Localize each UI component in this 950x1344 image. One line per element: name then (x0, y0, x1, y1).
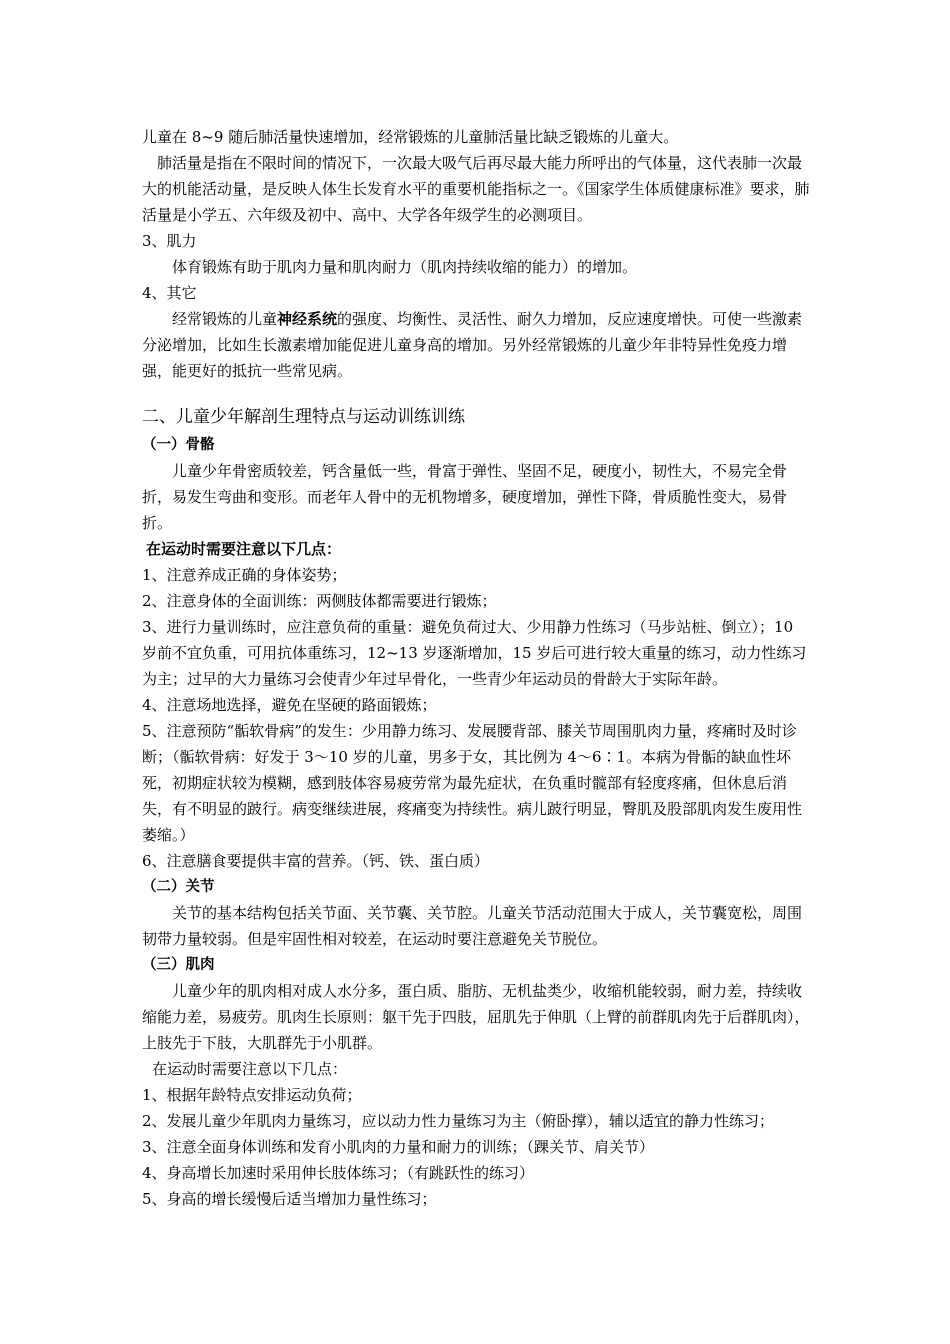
paragraph-lung-capacity: 肺活量是指在不限时间的情况下，一次最大吸气后再尽最大能力所呼出的气体量，这代表肺一次最大的机能活动量，是反映人体生长发育水平的重要机能指标之一。《国家学生体质健康标准》要求，肺活量是小学五、六年级及初中、高中、大学各年级学生的必测项目。 (142, 154, 810, 224)
document-body (142, 124, 810, 1212)
paragraph-other (142, 306, 810, 384)
paragraph-lung-growth: 儿童在 8~9 随后肺活量快速增加，经常锻炼的儿童肺活量比缺乏锻炼的儿童大。 (142, 128, 679, 146)
list-item: 1、根据年龄特点安排运动负荷； (142, 1086, 362, 1104)
section-title: 二、儿童少年解剖生理特点与运动训练训练 (142, 407, 465, 427)
list-item: 4、注意场地选择，避免在坚硬的路面锻炼； (142, 696, 437, 714)
list-item: 5、身高的增长缓慢后适当增加力量性练习； (142, 1190, 437, 1208)
paragraph-bone: 儿童少年骨密质较差，钙含量低一些，骨富于弹性、坚固不足，硬度小，韧性大，不易完全骨折，易发生弯曲和变形。而老年人骨中的无机物增多，硬度增加，弹性下降，骨质脆性变大，易骨折。 (142, 462, 788, 532)
bone-note-title: 在运动时需要注意以下几点： (146, 540, 342, 558)
list-item: 5、注意预防“骺软骨病”的发生：少用静力练习、发展腰背部、膝关节周围肌肉力量，疼痛时及时诊断；（骺软骨病：好发于 3～10 岁的儿童，男多于女，其比例为 4～6∶1。本病为骨骺的缺血性坏死，初期症状较为模糊，感到肢体容易疲劳常为最先症状，在负重时髋部有轻度疼痛，但休息后消失，有不明显的跛行。病变继续进展，疼痛变为持续性。病儿跛行明显，臀肌及股部肌肉发生废用性萎缩。） (142, 722, 803, 844)
text-segment: 经常锻炼的儿童 (172, 310, 278, 328)
list-item: 3、注意全面身体训练和发育小肌肉的力量和耐力的训练；（踝关节、肩关节） (142, 1138, 655, 1156)
subsection-title-joint: （二）关节 (142, 879, 215, 895)
muscle-note-title: 在运动时需要注意以下几点： (152, 1060, 348, 1078)
subsection-title-bone: （一）骨骼 (142, 437, 215, 453)
paragraph-muscle: 儿童少年的肌肉相对成人水分多，蛋白质、脂肪、无机盐类少，收缩机能较弱，耐力差，持续收缩能力差，易疲劳。肌肉生长原则：躯干先于四肢，屈肌先于伸肌（上臂的前群肌肉先于后群肌肉），上肢先于下肢，大肌群先于小肌群。 (142, 982, 810, 1052)
heading-other: 4、其它 (142, 284, 197, 302)
list-item: 2、发展儿童少年肌肉力量练习，应以动力性力量练习为主（俯卧撑），辅以适宜的静力性练习； (142, 1112, 775, 1130)
text-segment: 的强度、均衡性、灵活性、耐久力增加，反应速度增快。可使一些激素分泌增加，比如生长激素增加能促进儿童身高的增加。另外经常锻炼的儿童少年非特异性免疫力增强，能更好的抵抗一些常见病。 (142, 310, 803, 380)
list-item: 1、注意养成正确的身体姿势； (142, 566, 347, 584)
list-item: 3、进行力量训练时，应注意负荷的重量：避免负荷过大、少用静力性练习（马步站桩、倒立）；10 岁前不宜负重，可用抗体重练习，12~13 岁逐渐增加，15 岁后可进行较大重量的练习，动力性练习为主；过早的大力量练习会使青少年过早骨化，一些青少年运动员的骨龄大于实际年龄。 (142, 618, 807, 688)
paragraph-joint: 关节的基本结构包括关节面、关节囊、关节腔。儿童关节活动范围大于成人，关节囊宽松，周围韧带力量较弱。但是牢固性相对较差，在运动时要注意避免关节脱位。 (142, 904, 803, 948)
list-item: 2、注意身体的全面训练：两侧肢体都需要进行锻炼； (142, 592, 497, 610)
heading-muscle-strength: 3、肌力 (142, 232, 197, 250)
subsection-title-muscle: （三）肌肉 (142, 957, 215, 973)
paragraph-muscle-strength: 体育锻炼有助于肌肉力量和肌肉耐力（肌肉持续收缩的能力）的增加。 (172, 258, 638, 276)
list-item: 6、注意膳食要提供丰富的营养。（钙、铁、蛋白质） (142, 852, 490, 870)
list-item: 4、身高增长加速时采用伸长肢体练习；（有跳跃性的练习） (142, 1164, 535, 1182)
bold-term-nervous-system: 神经系统 (277, 310, 338, 328)
